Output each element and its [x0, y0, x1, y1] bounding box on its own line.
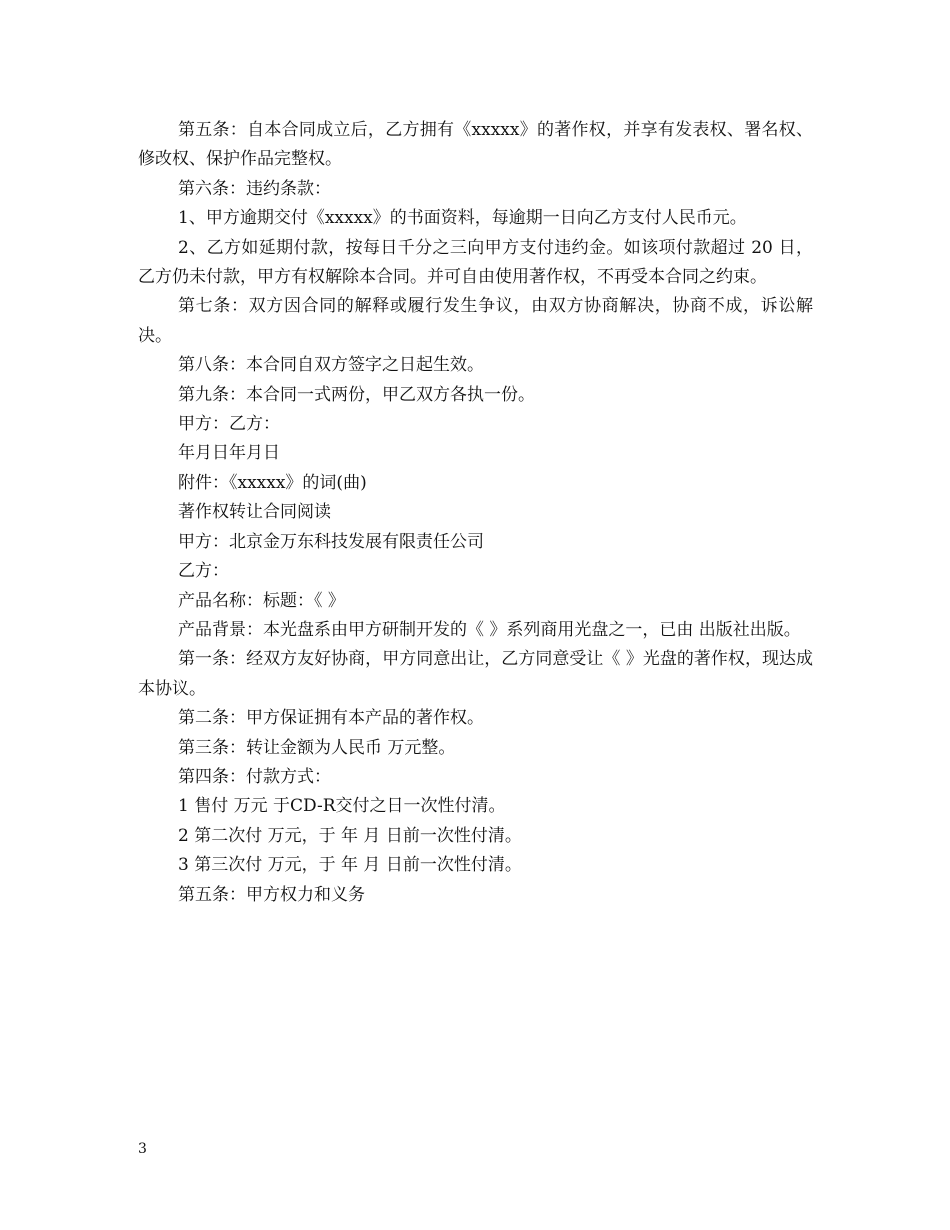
paragraph-article-5-copyright: 第五条：自本合同成立后，乙方拥有《xxxxx》的著作权，并享有发表权、署名权、修改权、保护作品完整权。 [138, 120, 813, 170]
paragraph-payment-2: 2 第二次付 万元，于 年 月 日前一次性付清。 [178, 825, 522, 846]
paragraph-article-7: 第七条：双方因合同的解释或履行发生争议，由双方协商解决，协商不成，诉讼解决。 [138, 296, 813, 346]
paragraph-breach-item-1: 1、甲方逾期交付《xxxxx》的书面资料，每逾期一日向乙方支付人民币元。 [178, 208, 747, 229]
paragraph-breach-item-2: 2、乙方如延期付款，按每日千分之三向甲方支付违约金。如该项付款超过 20 日，乙方仍未付款，甲方有权解除本合同。并可自由使用著作权，不再受本合同之约束。 [138, 237, 813, 288]
paragraph-signatories: 甲方：乙方： [178, 414, 280, 435]
paragraph-article-9: 第九条：本合同一式两份，甲乙双方各执一份。 [178, 384, 535, 405]
paragraph-article-3: 第三条：转让金额为人民币 万元整。 [178, 737, 456, 758]
paragraph-article-8: 第八条：本合同自双方签字之日起生效。 [178, 355, 484, 376]
paragraph-party-a: 甲方：北京金万东科技发展有限责任公司 [178, 531, 484, 552]
paragraph-article-1: 第一条：经双方友好协商，甲方同意出让，乙方同意受让《 》光盘的著作权，现达成本协议。 [138, 649, 813, 699]
paragraph-product-name: 产品名称：标题：《 》 [178, 590, 345, 611]
paragraph-article-4: 第四条：付款方式： [178, 766, 331, 787]
paragraph-dates: 年月日年月日 [178, 443, 280, 464]
paragraph-party-b: 乙方： [178, 561, 229, 582]
paragraph-product-background: 产品背景：本光盘系由甲方研制开发的《 》系列商用光盘之一，已由 出版社出版。 [178, 619, 801, 640]
paragraph-payment-3: 3 第三次付 万元，于 年 月 日前一次性付清。 [178, 855, 522, 876]
paragraph-section-title: 著作权转让合同阅读 [178, 502, 331, 523]
page-number: 3 [138, 1141, 147, 1157]
paragraph-payment-1: 1 售付 万元 于CD-R交付之日一次性付清。 [178, 796, 506, 817]
paragraph-article-5-rights: 第五条：甲方权力和义务 [178, 884, 365, 905]
paragraph-article-6-heading: 第六条：违约条款： [178, 178, 331, 199]
paragraph-attachment: 附件：《xxxxx》的词(曲) [178, 472, 367, 493]
document-body [138, 116, 813, 910]
paragraph-article-2: 第二条：甲方保证拥有本产品的著作权。 [178, 708, 484, 729]
